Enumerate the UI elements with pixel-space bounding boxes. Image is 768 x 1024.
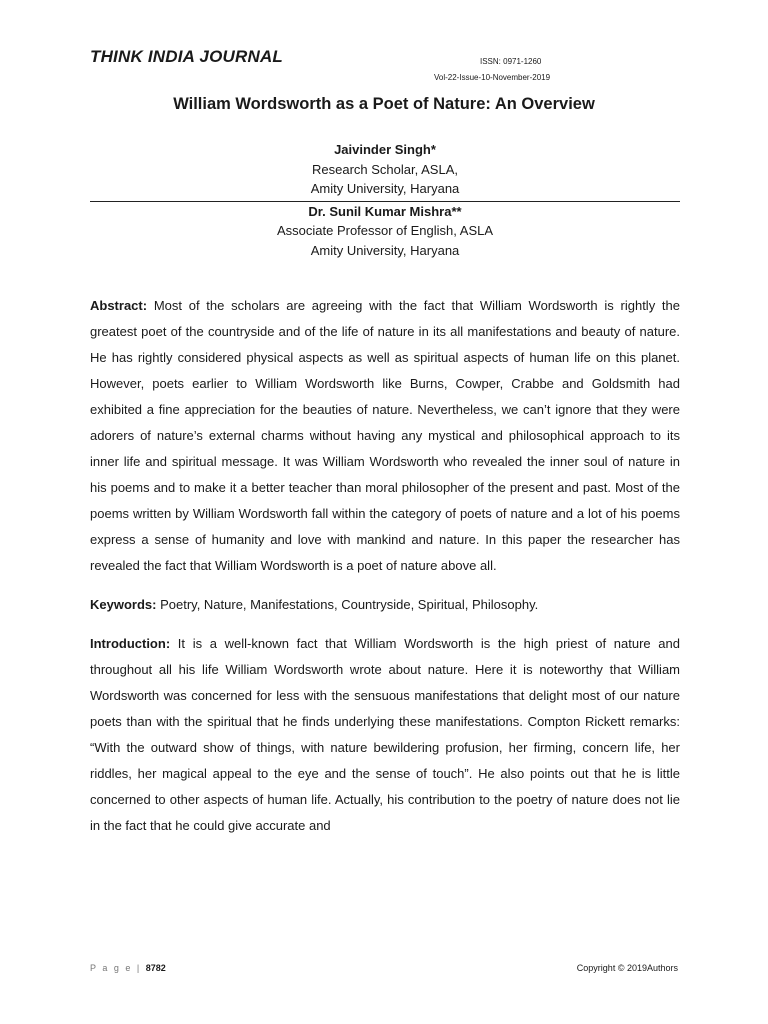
abstract-text: Most of the scholars are agreeing with the fact that William Wordsworth is rightly the greatest poet of the countryside and of the life of nature in its all manifestations and beauty of nature. He has rightly considered physical aspects as well as spiritual aspects of human life on this planet. However, poets earlier to William Wordsworth like Burns, Cowper, Crabbe and Goldsmith had exhibited a fine appreciation for the beauties of nature. Nevertheless, we can’t ignore that they were adorers of nature’s external charms without having any mystical and philosophical approach to its inner life and spiritual message. It was William Wordsworth who revealed the inner soul of nature in his poems and to make it a better teacher than moral philosopher of the present and past. Most of the poems written by William Wordsworth fall within the category of poets of nature and a lot of his poems express a sense of humanity and love with mankind and nature. In this paper the researcher has revealed the fact that William Wordsworth is a poet of nature above all. [90, 298, 680, 573]
page-footer [90, 963, 166, 973]
introduction-paragraph [90, 631, 680, 839]
author-block [90, 140, 680, 260]
volume-text: Vol-22-Issue-10-November-2019 [434, 73, 551, 82]
author-name-2: Dr. Sunil Kumar Mishra** [308, 203, 462, 219]
author-name-1: Jaivinder Singh* [334, 142, 436, 157]
introduction-label: Introduction: [90, 636, 171, 651]
keywords-paragraph [90, 592, 680, 618]
author-affiliation-1b: Amity University, Haryana [310, 181, 460, 196]
copyright-text: Copyright © 2019Authors [576, 963, 678, 973]
introduction-text: It is a well-known fact that William Wordsworth is the high priest of nature and throughout all his life William Wordsworth wrote about nature. Here it is noteworthy that William Wordsworth was concerned for less with the sensuous manifestations that delight most of our nature poets than with the spiritual that he finds underlying these manifestations. Compton Rickett remarks: “With the outward show of things, with nature bewildering profusion, her firming, concern life, her riddles, her magical appeal to the eye and the sense of touch”. He also points out that he is little concerned to other aspects of human life. Actually, his contribution to the poetry of nature does not lie in the fact that he could give accurate and [90, 636, 680, 833]
author-affiliation-2a: Associate Professor of English, ASLA [276, 223, 494, 238]
abstract-paragraph [90, 293, 680, 579]
author-affiliation-2b: Amity University, Haryana [310, 242, 460, 258]
journal-title: THINK INDIA JOURNAL [90, 47, 283, 66]
keywords-text: Poetry, Nature, Manifestations, Countryside, Spiritual, Philosophy. [156, 597, 539, 612]
author-affiliation-1a: Research Scholar, ASLA, [312, 161, 458, 177]
body-text [90, 293, 680, 852]
keywords-label: Keywords: [90, 597, 157, 612]
issn-text: ISSN: 0971-1260 [480, 57, 542, 66]
page-number: 8782 [145, 963, 166, 973]
page-label: P a g e | [90, 963, 142, 973]
paper-title: William Wordsworth as a Poet of Nature: An Overview [173, 95, 595, 113]
abstract-label: Abstract: [90, 298, 148, 313]
